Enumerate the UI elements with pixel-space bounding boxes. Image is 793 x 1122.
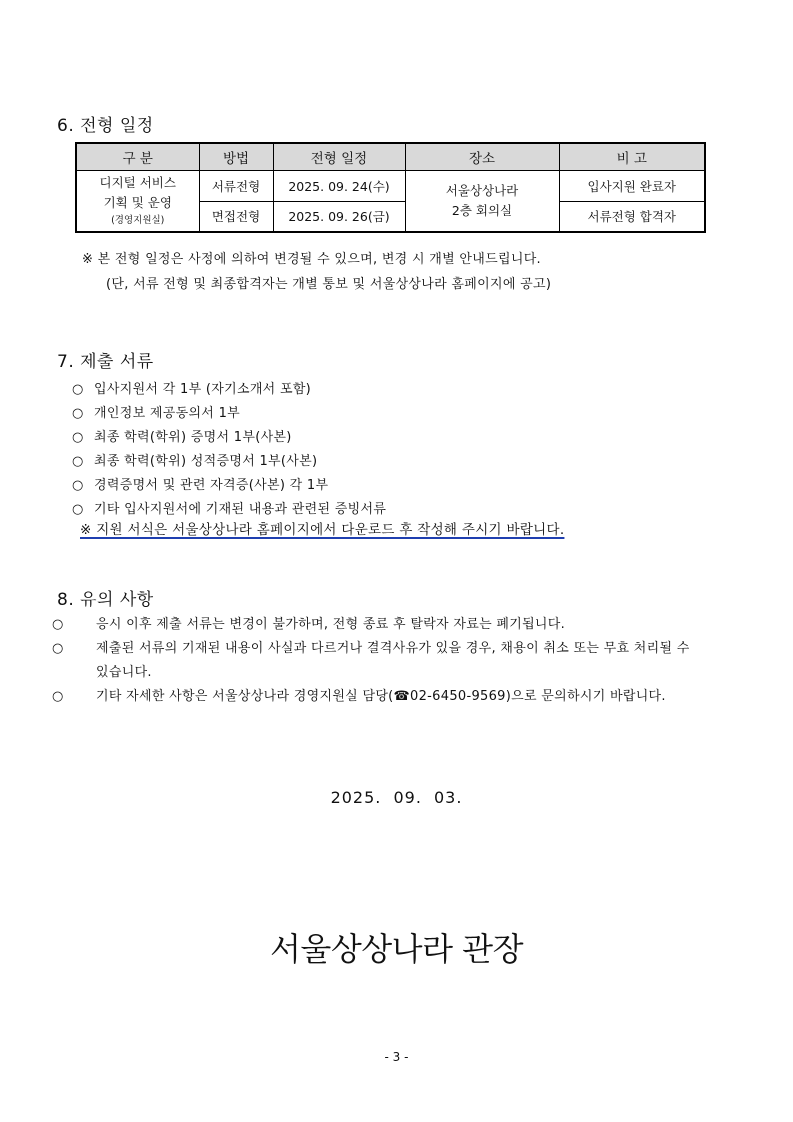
header-category: 구 분 <box>76 143 199 170</box>
list-item-text: 입사지원서 각 1부 (자기소개서 포함) <box>94 382 312 397</box>
list-item <box>72 450 386 474</box>
header-location: 장소 <box>405 143 559 170</box>
category-line-3: (경영지원실) <box>111 214 165 226</box>
page-number: - 3 - <box>384 1050 409 1064</box>
category-line-1: 디지털 서비스 <box>99 174 176 190</box>
list-item <box>52 613 702 637</box>
section-7-title: 7. 제출 서류 <box>57 352 154 372</box>
list-item-text: 개인정보 제공동의서 1부 <box>94 406 241 421</box>
list-item-text: 최종 학력(학위) 성적증명서 1부(사본) <box>94 454 318 469</box>
list-item <box>52 685 702 709</box>
document-date: 2025. 09. 03. <box>330 788 463 807</box>
header-schedule: 전형 일정 <box>273 143 405 170</box>
location-cell <box>405 170 559 232</box>
cautions-list <box>52 613 702 709</box>
schedule-table <box>75 142 706 233</box>
section-8-title: 8. 유의 사항 <box>57 590 154 610</box>
remark-cell: 입사지원 완료자 <box>559 170 705 201</box>
schedule-note: ※ 본 전형 일정은 사정에 의하여 변경될 수 있으며, 변경 시 개별 안내드립니다. <box>82 252 541 267</box>
section-6-title: 6. 전형 일정 <box>57 116 154 136</box>
table-header-row <box>76 143 705 170</box>
method-cell: 면접전형 <box>199 201 273 232</box>
category-cell <box>76 170 199 232</box>
list-item-text: 최종 학력(학위) 증명서 1부(사본) <box>94 430 292 445</box>
location-line-1: 서울상상나라 <box>445 182 519 198</box>
list-item-text: 기타 자세한 사항은 서울상상나라 경영지원실 담당(☎02-6450-9569)으로 문의하시기 바랍니다. <box>96 689 666 704</box>
category-line-2: 기획 및 운영 <box>103 194 172 210</box>
signature: 서울상상나라 관장 <box>270 930 523 968</box>
circle-bullet-icon: ○ <box>72 430 84 445</box>
circle-bullet-icon: ○ <box>52 689 64 704</box>
circle-bullet-icon: ○ <box>72 478 84 493</box>
list-item-text: 제출된 서류의 기재된 내용이 사실과 다르거나 결격사유가 있을 경우, 채용이 취소 또는 무효 처리될 수 있습니다. <box>96 641 690 680</box>
list-item <box>52 637 702 685</box>
list-item-text: 기타 입사지원서에 기재된 내용과 관련된 증빙서류 <box>94 502 387 517</box>
download-form-note[interactable]: ※ 지원 서식은 서울상상나라 홈페이지에서 다운로드 후 작성해 주시기 바랍니다. <box>80 522 565 538</box>
circle-bullet-icon: ○ <box>72 502 84 517</box>
circle-bullet-icon: ○ <box>52 617 64 632</box>
header-method: 방법 <box>199 143 273 170</box>
circle-bullet-icon: ○ <box>72 454 84 469</box>
list-item-text: 경력증명서 및 관련 자격증(사본) 각 1부 <box>94 478 329 493</box>
list-item <box>72 402 386 426</box>
method-cell: 서류전형 <box>199 170 273 201</box>
schedule-note-detail: (단, 서류 전형 및 최종합격자는 개별 통보 및 서울상상나라 홈페이지에 공고) <box>106 277 552 292</box>
list-item <box>72 378 386 402</box>
list-item-text: 응시 이후 제출 서류는 변경이 불가하며, 전형 종료 후 탈락자 자료는 폐기됩니다. <box>96 617 566 632</box>
header-remark: 비 고 <box>559 143 705 170</box>
table-row <box>76 170 705 201</box>
documents-list <box>72 378 386 522</box>
circle-bullet-icon: ○ <box>72 406 84 421</box>
list-item <box>72 426 386 450</box>
circle-bullet-icon: ○ <box>52 641 64 656</box>
circle-bullet-icon: ○ <box>72 382 84 397</box>
list-item <box>72 474 386 498</box>
location-line-2: 2층 회의실 <box>451 202 513 218</box>
remark-cell: 서류전형 합격자 <box>559 201 705 232</box>
date-cell: 2025. 09. 24(수) <box>273 170 405 201</box>
date-cell: 2025. 09. 26(금) <box>273 201 405 232</box>
